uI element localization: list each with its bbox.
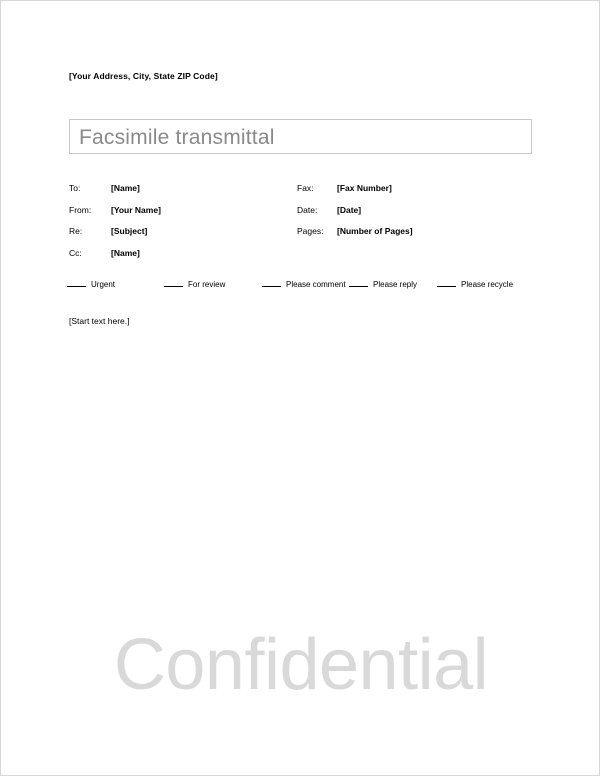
body-placeholder-text[interactable]: [Start text here.] [69, 316, 130, 326]
checkbox-rule-icon[interactable] [164, 279, 183, 287]
checkbox-label-urgent: Urgent [91, 280, 116, 289]
field-label-from: From: [69, 204, 92, 215]
checkbox-label-for-review: For review [188, 280, 226, 289]
field-value-re[interactable]: [Subject] [111, 226, 148, 236]
field-label-pages: Pages: [297, 226, 324, 236]
confidential-watermark: Confidential [113, 625, 489, 705]
field-label-cc: Cc: [69, 247, 82, 258]
fields-area [69, 183, 539, 269]
checkbox-rule-icon[interactable] [67, 279, 86, 287]
document-title[interactable]: Facsimile transmittal [79, 126, 275, 149]
checkbox-item-please-recycle[interactable] [437, 279, 513, 289]
fields-column-right [297, 183, 547, 248]
checkbox-rule-icon[interactable] [349, 279, 368, 287]
checkbox-label-please-recycle: Please recycle [461, 280, 514, 289]
field-value-from[interactable]: [Your Name] [111, 204, 161, 215]
field-label-fax: Fax: [297, 183, 314, 193]
checkbox-rule-icon[interactable] [437, 279, 456, 287]
field-value-pages[interactable]: [Number of Pages] [337, 226, 413, 236]
field-label-to: To: [69, 183, 81, 193]
title-field-box[interactable] [69, 119, 532, 154]
field-row-fax [297, 183, 547, 205]
checkbox-label-please-comment: Please comment [286, 280, 346, 289]
checkbox-item-urgent[interactable] [67, 279, 115, 289]
checkbox-label-please-reply: Please reply [373, 280, 418, 289]
checkbox-item-please-reply[interactable] [349, 279, 417, 289]
field-label-date: Date: [297, 204, 318, 215]
document-content [1, 1, 600, 776]
checkbox-item-please-comment[interactable] [262, 279, 346, 289]
checkbox-rule-icon[interactable] [262, 279, 281, 287]
field-row-cc [69, 248, 539, 270]
field-value-to[interactable]: [Name] [111, 183, 140, 193]
field-value-cc[interactable]: [Name] [111, 247, 140, 258]
field-value-fax[interactable]: [Fax Number] [337, 183, 392, 193]
field-row-pages [297, 226, 547, 248]
field-value-date[interactable]: [Date] [337, 204, 362, 215]
return-address-line[interactable]: [Your Address, City, State ZIP Code] [69, 71, 218, 81]
checkbox-row [67, 279, 537, 293]
checkbox-item-for-review[interactable] [164, 279, 225, 289]
field-label-re: Re: [69, 226, 83, 236]
field-row-date [297, 205, 547, 227]
